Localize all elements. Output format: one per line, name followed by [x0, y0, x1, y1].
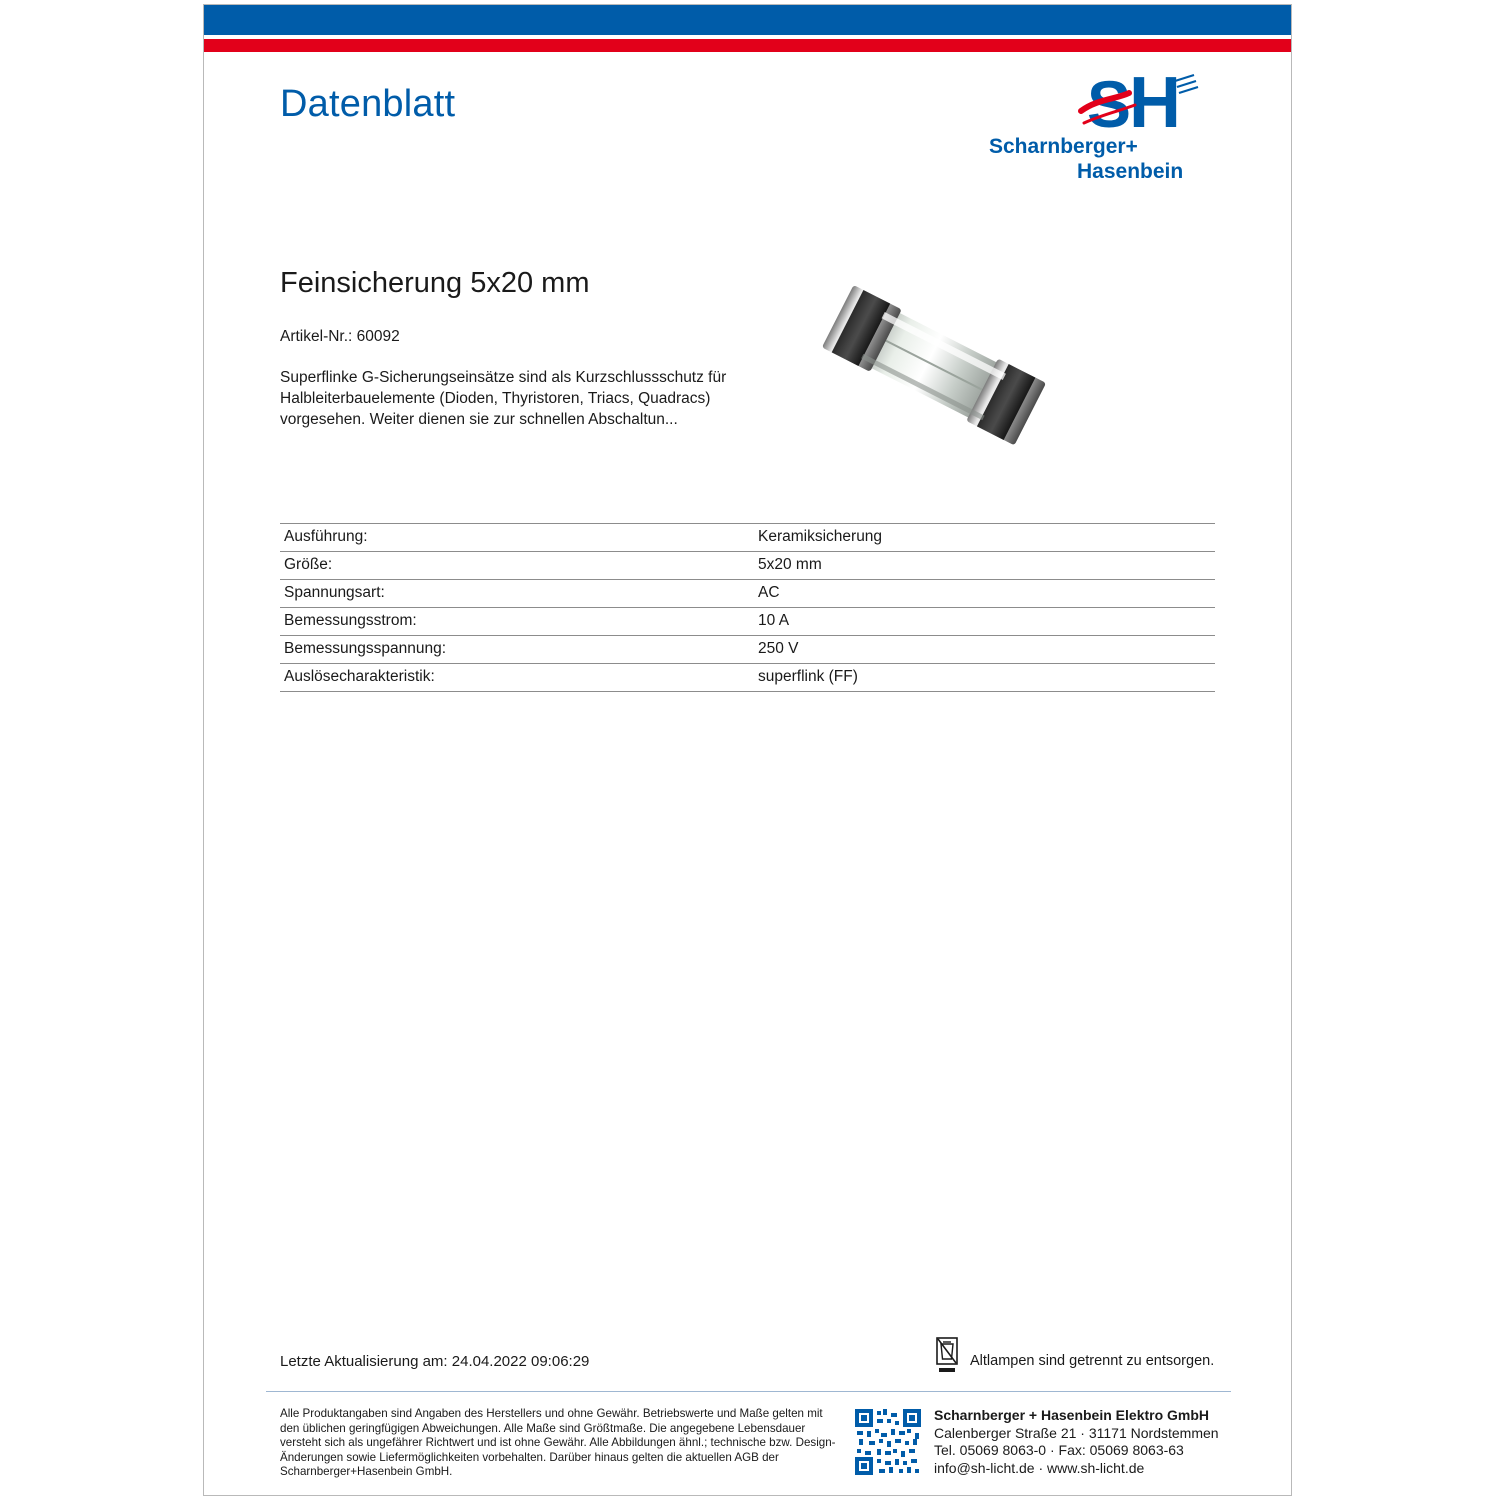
table-row	[280, 664, 1215, 692]
company-web: info@sh-licht.de · www.sh-licht.de	[934, 1459, 1145, 1476]
header-red-bar	[204, 39, 1291, 52]
waste-bin-icon	[931, 1335, 963, 1377]
spec-key: Bemessungsspannung:	[280, 636, 754, 664]
company-contact	[934, 1407, 1219, 1477]
svg-text:S: S	[1087, 67, 1132, 141]
spec-value: 5x20 mm	[754, 552, 1215, 580]
company-address: Calenberger Straße 21 · 31171 Nordstemmen	[934, 1424, 1219, 1441]
spec-value: 10 A	[754, 608, 1215, 636]
logo-line2: Hasenbein	[1077, 160, 1184, 183]
spec-key: Bemessungsstrom:	[280, 608, 754, 636]
last-update-text: Letzte Aktualisierung am: 24.04.2022 09:06:29	[280, 1353, 590, 1370]
spec-value: superflink (FF)	[754, 664, 1215, 692]
spec-value: AC	[754, 580, 1215, 608]
specifications-body	[280, 524, 1215, 692]
page-title: Datenblatt	[280, 83, 456, 125]
table-row	[280, 608, 1215, 636]
spec-key: Spannungsart:	[280, 580, 754, 608]
legal-text: Alle Produktangaben sind Angaben des Herstellers und ohne Gewähr. Betriebswerte und Maße gelten mit den üblichen geringfügigen Abweichungen. Alle Maße sind Größtmaße. Die angegebene Lebensdauer versteht sich als ungefährer Richtwert und ist ohne Gewähr. Alle Abbildungen ähnl.; technische bzw. Design-Änderungen sowie Liefermöglichkeiten vorbehalten. Darüber hinaus gelten die aktuellen AGB der Scharnberger+Hasenbein GmbH.	[280, 1407, 836, 1479]
spec-value: 250 V	[754, 636, 1215, 664]
company-phone: Tel. 05069 8063-0 · Fax: 05069 8063-63	[934, 1442, 1184, 1458]
table-row	[280, 524, 1215, 552]
specifications-table	[280, 523, 1215, 692]
spec-key: Größe:	[280, 552, 754, 580]
spec-key: Auslösecharakteristik:	[280, 664, 754, 692]
svg-text:H: H	[1129, 65, 1181, 143]
footer-divider	[266, 1391, 1231, 1392]
header-blue-bar	[204, 5, 1291, 35]
table-row	[280, 636, 1215, 664]
logo-line1: Scharnberger+	[989, 135, 1138, 158]
table-row	[280, 580, 1215, 608]
spec-value: Keramiksicherung	[754, 524, 1215, 552]
company-logo	[989, 65, 1239, 190]
waste-disposal-note: Altlampen sind getrennt zu entsorgen.	[970, 1353, 1215, 1369]
spec-key: Ausführung:	[280, 524, 754, 552]
product-title: Feinsicherung 5x20 mm	[280, 267, 590, 299]
product-image	[799, 255, 1059, 495]
product-description: Superflinke G-Sicherungseinsätze sind als Kurzschlussschutz für Halbleiterbauelemente (Dioden, Thyristoren, Triacs, Quadracs) vorgesehen. Weiter dienen sie zur schnellen Abschaltun...	[280, 369, 727, 428]
company-name: Scharnberger + Hasenbein Elektro GmbH	[934, 1407, 1210, 1423]
table-row	[280, 552, 1215, 580]
qr-code-icon	[855, 1409, 921, 1475]
datasheet-page	[203, 4, 1292, 1496]
product-article-number: Artikel-Nr.: 60092	[280, 328, 400, 345]
